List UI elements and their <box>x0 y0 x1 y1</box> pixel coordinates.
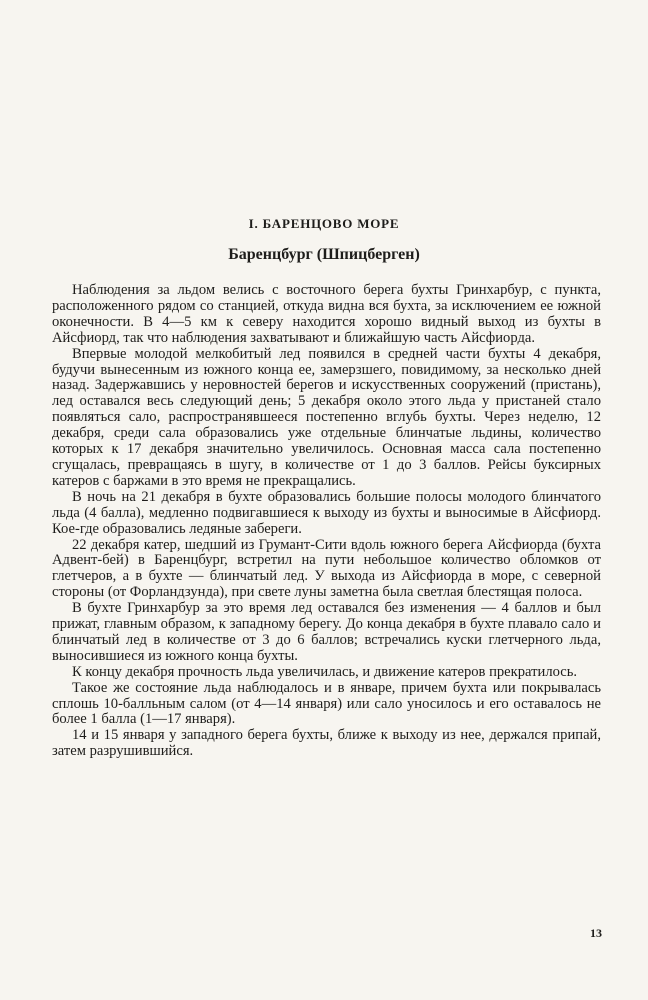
paragraph: Наблюдения за льдом велись с восточного берега бухты Гринхарбур, с пункта, расположенного рядом со станцией, откуда видна вся бухта, за исключением ее южной оконечности. В 4—5 км к северу находится хорошо видный выход из бухты в Айсфиорд, так что наблюдения захватывают и ближайшую часть Айсфиорда. <box>52 282 601 346</box>
section-title: I. БАРЕНЦОВО МОРЕ <box>248 216 400 231</box>
subsection-title: Баренцбург (Шпицберген) <box>228 246 420 263</box>
paragraph: 14 и 15 января у западного берега бухты, ближе к выходу из нее, держался припай, затем разрушившийся. <box>52 727 601 760</box>
body-text <box>52 283 601 760</box>
paragraph: 22 декабря катер, шедший из Грумант-Сити вдоль южного берега Айсфиорда (бухта Адвент-бей) в Баренцбург, встретил на пути небольшое количество обломков от глетчеров, а в бухте — блинчатый лед. У выхода из Айсфиорда в море, с северной стороны (от Форландзунда), при свете луны заметна была светлая блестящая полоса. <box>52 536 601 601</box>
paragraph: В ночь на 21 декабря в бухте образовались большие полосы молодого блинчатого льда (4 балла), медленно подвигавшиеся к выходу из бухты и выносимые в Айсфиорд. Кое-где образовались ледяные забереги. <box>52 488 601 537</box>
paragraph: Такое же состояние льда наблюдалось и в январе, причем бухта или покрывалась сплошь 10-балльным салом (от 4—14 января) или сало уносилось и его оставалось не более 1 балла (1—17 января). <box>52 679 601 728</box>
paragraph: К концу декабря прочность льда увеличилась, и движение катеров прекратилось. <box>72 663 578 680</box>
page-number: 13 <box>590 926 602 940</box>
paragraph: Впервые молодой мелкобитый лед появился в средней части бухты 4 декабря, будучи вынесенным из южного конца ее, замерзшего, повидимому, за несколько дней назад. Задержавшись у неровностей берегов и искусственных сооружений (пристань), лед оставался весь следующий день; 5 декабря около этого льда у пристаней стало появляться сало, распространявшееся постепенно вглубь бухты. Через неделю, 12 декабря, среди сала образовались уже отдельные блинчатые льдины, количество которых к 17 декабря значительно увеличилось. Основная масса сала постепенно сгущалась, превращаясь в шугу, в количестве от 1 до 3 баллов. Рейсы буксирных катеров с баржами в это время не прекращались. <box>52 345 601 489</box>
paragraph: В бухте Гринхарбур за это время лед оставался без изменения — 4 баллов и был прижат, главным образом, к западному берегу. До конца декабря в бухте плавало сало и блинчатый лед в количестве от 3 до 6 баллов; встречались куски глетчерного льда, выносившиеся из южного конца бухты. <box>52 600 601 664</box>
